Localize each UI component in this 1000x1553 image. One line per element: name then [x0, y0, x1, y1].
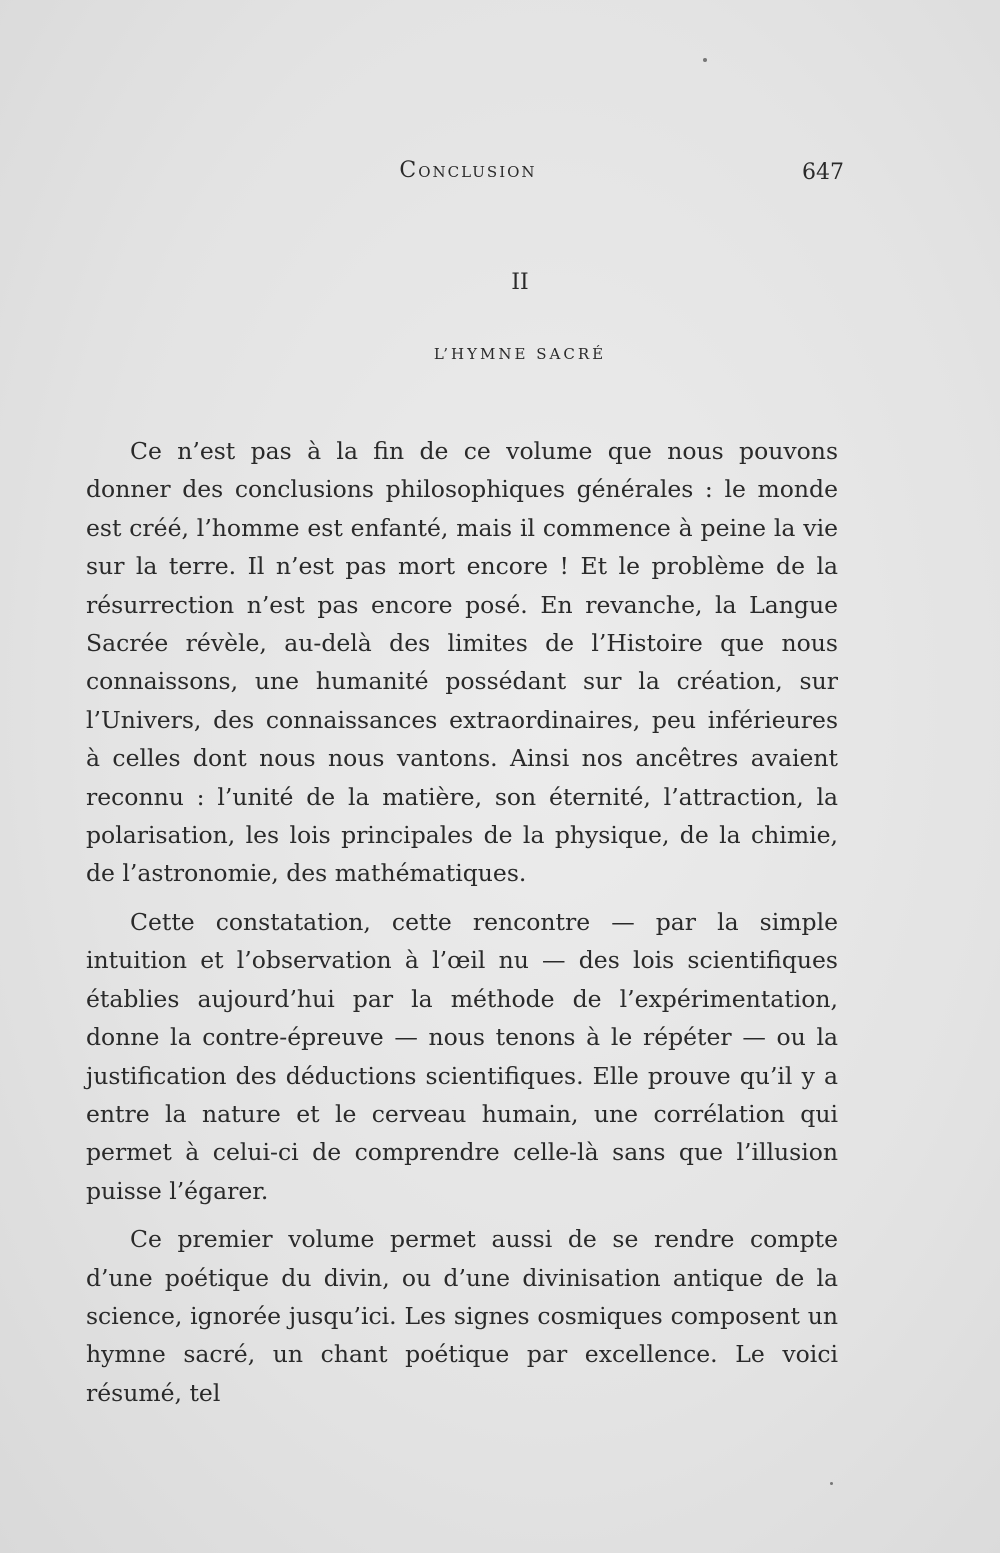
paper-speck	[703, 58, 707, 62]
paragraph-3: Ce premier volume permet aussi de se rendre compte d’une poétique du divin, ou d’une divinisation antique de la science, ignorée jusqu’ici. Les signes cosmiques composent un hymne sacré, un chant poétique par excellence. Le voici résumé, tel	[86, 1225, 838, 1407]
paragraph-1: Ce n’est pas à la fin de ce volume que nous pouvons donner des conclusions philosophiques générales : le monde est créé, l’homme est enfanté, mais il commence à peine la vie sur la terre. Il n’est pas mort encore ! Et le problème de la résurrection n’est pas encore posé. En revanche, la Langue Sacrée révèle, au-delà des limites de l’Histoire que nous connaissons, une humanité possédant sur la création, sur l’Univers, des connaissances extraordinaires, peu inférieures à celles dont nous nous vantons. Ainsi nos ancêtres avaient reconnu : l’unité de la matière, son éternité, l’attraction, la polarisation, les lois principales de la physique, de la chimie, de l’astronomie, des mathématiques.	[86, 437, 838, 888]
body-text	[86, 432, 838, 1422]
running-head	[92, 158, 844, 198]
paragraph-2: Cette constatation, cette rencontre — par la simple intuition et l’observation à l’œil nu — des lois scientifiques établies aujourd’hui par la méthode de l’expérimentation, donne la contre-épreuve — nous tenons à le répéter — ou la justification des déductions scientifiques. Elle prouve qu’il y a entre la nature et le cerveau humain, une corrélation qui permet à celui-ci de comprendre celle-là sans que l’illusion puisse l’égarer.	[86, 907, 838, 1205]
section-title: L’HYMNE SACRÉ	[433, 345, 607, 363]
section-number: II	[511, 270, 529, 295]
running-title: Conclusion	[399, 158, 537, 183]
page-number: 647	[802, 160, 844, 185]
paper-speck	[830, 1482, 833, 1485]
